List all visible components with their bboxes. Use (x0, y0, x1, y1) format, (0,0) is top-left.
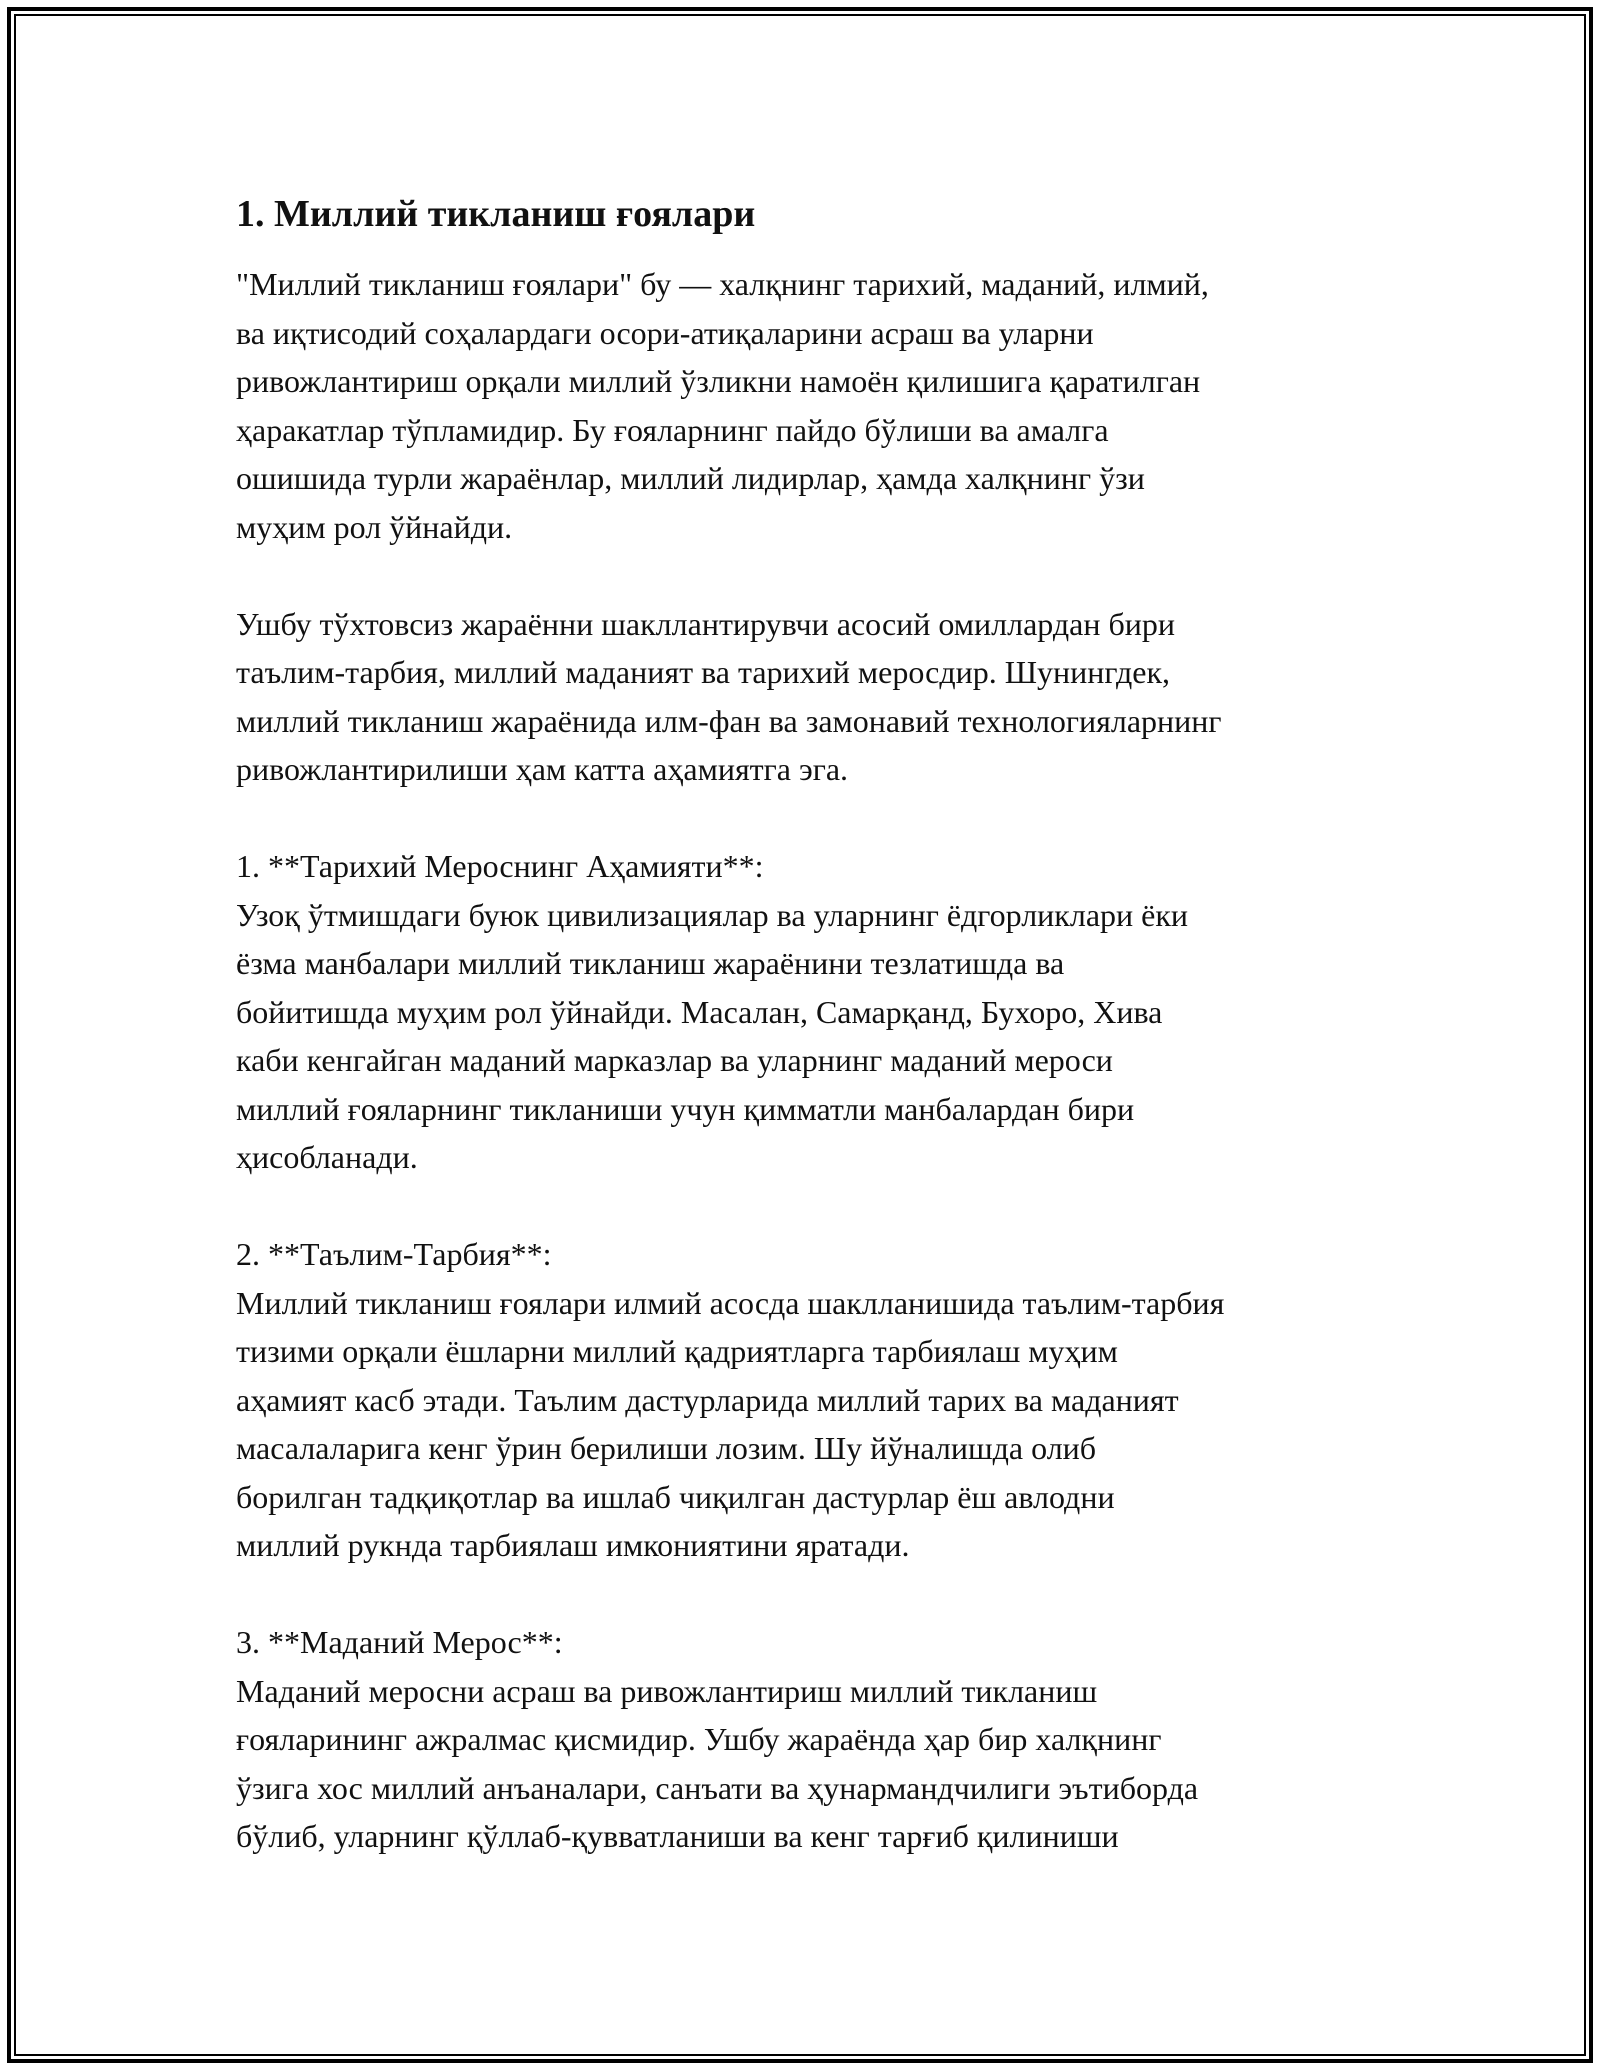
text-line: тизими орқали ёшларни миллий қадриятларга тарбиялаш муҳим (236, 1333, 1118, 1369)
text-line: борилган тадқиқотлар ва ишлаб чиқилган дастурлар ёш авлодни (236, 1478, 1115, 1515)
text-line: Ушбу тўхтовсиз жараённи шакллантирувчи асосий омиллардан бири (236, 605, 1176, 642)
section-heading: 3. **Маданий Мерос**: (236, 1624, 563, 1660)
text-line: ва иқтисодий соҳалардаги осори-атиқаларини асраш ва уларни (236, 314, 1094, 351)
text-line: бўлиб, уларнинг қўллаб-қувватланиши ва кенг тарғиб қилиниши (236, 1818, 1119, 1854)
text-line: бойитишда муҳим рол ўйнайди. Масалан, Самарқанд, Бухоро, Хива (236, 993, 1163, 1030)
text-line: масалаларига кенг ўрин берилиши лозим. Шу йўналишда олиб (236, 1430, 1097, 1466)
text-line: миллий тикланиш жараёнида илм-фан ва замонавий технологияларнинг (236, 702, 1222, 739)
text-line: ғояларининг ажралмас қисмидир. Ушбу жараёнда ҳар бир халқнинг (236, 1721, 1162, 1757)
text-line: аҳамият касб этади. Таълим дастурларида миллий тарих ва маданият (236, 1381, 1179, 1418)
section-cultural-heritage (236, 1618, 1376, 1861)
text-line: ўзига хос миллий анъаналари, санъати ва ҳунармандчилиги эътиборда (236, 1769, 1199, 1806)
text-line: миллий рукнда тарбиялаш имкониятини яратади. (236, 1527, 910, 1563)
text-line: муҳим рол ўйнайди. (236, 508, 513, 545)
text-line: "Миллий тикланиш ғоялари" бу — халқнинг тарихий, маданий, илмий, (236, 266, 1209, 302)
text-line: таълим-тарбия, миллий маданият ва тарихий меросдир. Шунингдек, (236, 654, 1170, 690)
text-line: ривожлантириш орқали миллий ўзликни намоён қилишига қаратилган (236, 363, 1201, 399)
text-line: каби кенгайган маданий марказлар ва уларнинг маданий мероси (236, 1042, 1113, 1078)
document-body (236, 190, 1376, 1909)
text-line: ҳисобланади. (236, 1139, 418, 1175)
section-historical-heritage (236, 842, 1376, 1182)
section-heading: 1. **Тарихий Мероснинг Аҳамияти**: (236, 848, 764, 884)
text-line: ҳаракатлар тўпламидир. Бу ғояларнинг пайдо бўлиши ва амалга (236, 411, 1109, 448)
document-title: 1. Миллий тикланиш ғоялари (236, 193, 756, 235)
paragraph-intro (236, 260, 1376, 551)
paragraph-factors (236, 600, 1376, 794)
text-line: ривожлантирилиши ҳам катта аҳамиятга эга. (236, 751, 849, 787)
text-line: Узоқ ўтмишдаги буюк цивилизациялар ва уларнинг ёдгорликлари ёки (236, 896, 1189, 933)
text-line: ёзма манбалари миллий тикланиш жараёнини тезлатишда ва (236, 945, 1065, 981)
text-line: миллий ғояларнинг тикланиши учун қимматли манбалардан бири (236, 1090, 1135, 1127)
text-line: Миллий тикланиш ғоялари илмий асосда шаклланишида таълим-тарбия (236, 1284, 1225, 1321)
section-heading: 2. **Таълим-Тарбия**: (236, 1236, 552, 1272)
text-line: ошишида турли жараёнлар, миллий лидирлар, ҳамда халқнинг ўзи (236, 460, 1145, 496)
text-line: Маданий меросни асраш ва ривожлантириш миллий тикланиш (236, 1672, 1098, 1709)
section-education (236, 1230, 1376, 1570)
